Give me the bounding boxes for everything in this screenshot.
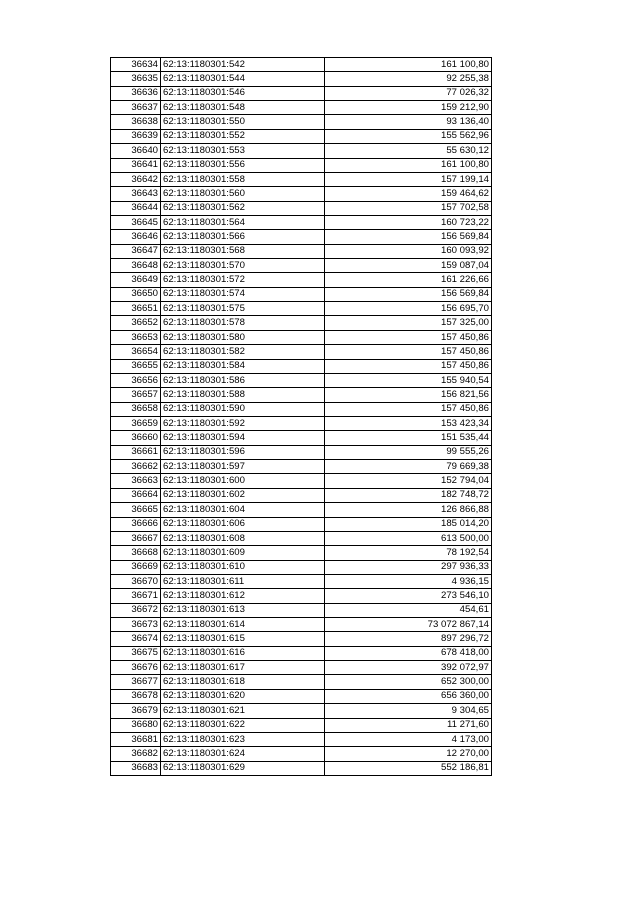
value-cell: 454,61 bbox=[325, 603, 492, 617]
cadastral-number-cell: 62:13:1180301:575 bbox=[161, 302, 325, 316]
cadastral-number-cell: 62:13:1180301:586 bbox=[161, 373, 325, 387]
cadastral-number-cell: 62:13:1180301:550 bbox=[161, 115, 325, 129]
cadastral-number-cell: 62:13:1180301:562 bbox=[161, 201, 325, 215]
row-number-cell: 36650 bbox=[111, 287, 161, 301]
table-row bbox=[111, 531, 492, 545]
table-row bbox=[111, 704, 492, 718]
row-number-cell: 36666 bbox=[111, 517, 161, 531]
row-number-cell: 36653 bbox=[111, 330, 161, 344]
table-row bbox=[111, 115, 492, 129]
cadastral-number-cell: 62:13:1180301:553 bbox=[161, 144, 325, 158]
row-number-cell: 36683 bbox=[111, 761, 161, 775]
cadastral-number-cell: 62:13:1180301:594 bbox=[161, 431, 325, 445]
value-cell: 157 325,00 bbox=[325, 316, 492, 330]
row-number-cell: 36645 bbox=[111, 215, 161, 229]
row-number-cell: 36674 bbox=[111, 632, 161, 646]
table-row bbox=[111, 359, 492, 373]
row-number-cell: 36664 bbox=[111, 488, 161, 502]
table-row bbox=[111, 158, 492, 172]
value-cell: 12 270,00 bbox=[325, 747, 492, 761]
cadastral-number-cell: 62:13:1180301:622 bbox=[161, 718, 325, 732]
table-row bbox=[111, 72, 492, 86]
table-row bbox=[111, 172, 492, 186]
table-row bbox=[111, 215, 492, 229]
value-cell: 613 500,00 bbox=[325, 531, 492, 545]
table-row bbox=[111, 187, 492, 201]
row-number-cell: 36681 bbox=[111, 732, 161, 746]
value-cell: 78 192,54 bbox=[325, 546, 492, 560]
row-number-cell: 36654 bbox=[111, 345, 161, 359]
row-number-cell: 36672 bbox=[111, 603, 161, 617]
cadastral-number-cell: 62:13:1180301:610 bbox=[161, 560, 325, 574]
table-row bbox=[111, 302, 492, 316]
value-cell: 185 014,20 bbox=[325, 517, 492, 531]
row-number-cell: 36659 bbox=[111, 416, 161, 430]
row-number-cell: 36647 bbox=[111, 244, 161, 258]
table-row bbox=[111, 416, 492, 430]
table-row bbox=[111, 316, 492, 330]
table-row bbox=[111, 689, 492, 703]
row-number-cell: 36644 bbox=[111, 201, 161, 215]
value-cell: 897 296,72 bbox=[325, 632, 492, 646]
value-cell: 156 695,70 bbox=[325, 302, 492, 316]
row-number-cell: 36656 bbox=[111, 373, 161, 387]
cadastral-number-cell: 62:13:1180301:621 bbox=[161, 704, 325, 718]
cadastral-number-cell: 62:13:1180301:623 bbox=[161, 732, 325, 746]
cadastral-number-cell: 62:13:1180301:602 bbox=[161, 488, 325, 502]
cadastral-number-cell: 62:13:1180301:604 bbox=[161, 503, 325, 517]
row-number-cell: 36662 bbox=[111, 460, 161, 474]
cadastral-number-cell: 62:13:1180301:546 bbox=[161, 86, 325, 100]
value-cell: 161 226,66 bbox=[325, 273, 492, 287]
table-row bbox=[111, 675, 492, 689]
row-number-cell: 36657 bbox=[111, 388, 161, 402]
value-cell: 160 723,22 bbox=[325, 215, 492, 229]
cadastral-number-cell: 62:13:1180301:615 bbox=[161, 632, 325, 646]
row-number-cell: 36675 bbox=[111, 646, 161, 660]
cadastral-number-cell: 62:13:1180301:614 bbox=[161, 618, 325, 632]
row-number-cell: 36646 bbox=[111, 230, 161, 244]
row-number-cell: 36671 bbox=[111, 589, 161, 603]
value-cell: 159 212,90 bbox=[325, 101, 492, 115]
table-row bbox=[111, 201, 492, 215]
row-number-cell: 36635 bbox=[111, 72, 161, 86]
value-cell: 126 866,88 bbox=[325, 503, 492, 517]
table-row bbox=[111, 129, 492, 143]
value-cell: 182 748,72 bbox=[325, 488, 492, 502]
row-number-cell: 36638 bbox=[111, 115, 161, 129]
table-row bbox=[111, 618, 492, 632]
value-cell: 157 450,86 bbox=[325, 402, 492, 416]
value-cell: 392 072,97 bbox=[325, 661, 492, 675]
cadastral-number-cell: 62:13:1180301:548 bbox=[161, 101, 325, 115]
row-number-cell: 36682 bbox=[111, 747, 161, 761]
table-row bbox=[111, 718, 492, 732]
row-number-cell: 36678 bbox=[111, 689, 161, 703]
row-number-cell: 36667 bbox=[111, 531, 161, 545]
table-row bbox=[111, 402, 492, 416]
cadastral-number-cell: 62:13:1180301:564 bbox=[161, 215, 325, 229]
cadastral-number-cell: 62:13:1180301:596 bbox=[161, 445, 325, 459]
row-number-cell: 36665 bbox=[111, 503, 161, 517]
cadastral-value-table bbox=[110, 57, 492, 776]
cadastral-number-cell: 62:13:1180301:552 bbox=[161, 129, 325, 143]
row-number-cell: 36642 bbox=[111, 172, 161, 186]
cadastral-number-cell: 62:13:1180301:609 bbox=[161, 546, 325, 560]
cadastral-number-cell: 62:13:1180301:578 bbox=[161, 316, 325, 330]
value-cell: 79 669,38 bbox=[325, 460, 492, 474]
value-cell: 151 535,44 bbox=[325, 431, 492, 445]
value-cell: 297 936,33 bbox=[325, 560, 492, 574]
value-cell: 273 546,10 bbox=[325, 589, 492, 603]
cadastral-number-cell: 62:13:1180301:574 bbox=[161, 287, 325, 301]
value-cell: 160 093,92 bbox=[325, 244, 492, 258]
row-number-cell: 36668 bbox=[111, 546, 161, 560]
value-cell: 157 450,86 bbox=[325, 345, 492, 359]
row-number-cell: 36677 bbox=[111, 675, 161, 689]
table-row bbox=[111, 747, 492, 761]
value-cell: 157 702,58 bbox=[325, 201, 492, 215]
row-number-cell: 36673 bbox=[111, 618, 161, 632]
table-row bbox=[111, 445, 492, 459]
table-body bbox=[111, 58, 492, 776]
value-cell: 159 087,04 bbox=[325, 259, 492, 273]
cadastral-number-cell: 62:13:1180301:616 bbox=[161, 646, 325, 660]
row-number-cell: 36661 bbox=[111, 445, 161, 459]
row-number-cell: 36679 bbox=[111, 704, 161, 718]
row-number-cell: 36660 bbox=[111, 431, 161, 445]
value-cell: 93 136,40 bbox=[325, 115, 492, 129]
table-row bbox=[111, 345, 492, 359]
table-row bbox=[111, 86, 492, 100]
cadastral-number-cell: 62:13:1180301:592 bbox=[161, 416, 325, 430]
cadastral-number-cell: 62:13:1180301:608 bbox=[161, 531, 325, 545]
table-row bbox=[111, 287, 492, 301]
table-row bbox=[111, 589, 492, 603]
value-cell: 652 300,00 bbox=[325, 675, 492, 689]
cadastral-number-cell: 62:13:1180301:629 bbox=[161, 761, 325, 775]
value-cell: 552 186,81 bbox=[325, 761, 492, 775]
row-number-cell: 36640 bbox=[111, 144, 161, 158]
cadastral-number-cell: 62:13:1180301:566 bbox=[161, 230, 325, 244]
table-row bbox=[111, 603, 492, 617]
value-cell: 77 026,32 bbox=[325, 86, 492, 100]
value-cell: 159 464,62 bbox=[325, 187, 492, 201]
cadastral-number-cell: 62:13:1180301:606 bbox=[161, 517, 325, 531]
table-row bbox=[111, 101, 492, 115]
row-number-cell: 36669 bbox=[111, 560, 161, 574]
value-cell: 155 940,54 bbox=[325, 373, 492, 387]
row-number-cell: 36663 bbox=[111, 474, 161, 488]
cadastral-number-cell: 62:13:1180301:624 bbox=[161, 747, 325, 761]
value-cell: 73 072 867,14 bbox=[325, 618, 492, 632]
value-cell: 153 423,34 bbox=[325, 416, 492, 430]
table-row bbox=[111, 431, 492, 445]
table-row bbox=[111, 244, 492, 258]
cadastral-number-cell: 62:13:1180301:612 bbox=[161, 589, 325, 603]
value-cell: 155 562,96 bbox=[325, 129, 492, 143]
value-cell: 11 271,60 bbox=[325, 718, 492, 732]
value-cell: 156 821,56 bbox=[325, 388, 492, 402]
value-cell: 99 555,26 bbox=[325, 445, 492, 459]
table-row bbox=[111, 388, 492, 402]
table-row bbox=[111, 230, 492, 244]
value-cell: 157 450,86 bbox=[325, 330, 492, 344]
table-row bbox=[111, 259, 492, 273]
table-row bbox=[111, 732, 492, 746]
table-row bbox=[111, 632, 492, 646]
cadastral-number-cell: 62:13:1180301:590 bbox=[161, 402, 325, 416]
value-cell: 9 304,65 bbox=[325, 704, 492, 718]
table-row bbox=[111, 58, 492, 72]
cadastral-number-cell: 62:13:1180301:618 bbox=[161, 675, 325, 689]
value-cell: 157 199,14 bbox=[325, 172, 492, 186]
row-number-cell: 36670 bbox=[111, 574, 161, 588]
table-row bbox=[111, 761, 492, 775]
value-cell: 152 794,04 bbox=[325, 474, 492, 488]
row-number-cell: 36643 bbox=[111, 187, 161, 201]
cadastral-number-cell: 62:13:1180301:572 bbox=[161, 273, 325, 287]
cadastral-number-cell: 62:13:1180301:597 bbox=[161, 460, 325, 474]
row-number-cell: 36680 bbox=[111, 718, 161, 732]
cadastral-number-cell: 62:13:1180301:620 bbox=[161, 689, 325, 703]
value-cell: 92 255,38 bbox=[325, 72, 492, 86]
value-cell: 678 418,00 bbox=[325, 646, 492, 660]
cadastral-number-cell: 62:13:1180301:600 bbox=[161, 474, 325, 488]
cadastral-number-cell: 62:13:1180301:570 bbox=[161, 259, 325, 273]
row-number-cell: 36636 bbox=[111, 86, 161, 100]
value-cell: 156 569,84 bbox=[325, 287, 492, 301]
table-row bbox=[111, 503, 492, 517]
row-number-cell: 36639 bbox=[111, 129, 161, 143]
cadastral-number-cell: 62:13:1180301:558 bbox=[161, 172, 325, 186]
table-row bbox=[111, 574, 492, 588]
table-row bbox=[111, 144, 492, 158]
cadastral-number-cell: 62:13:1180301:613 bbox=[161, 603, 325, 617]
row-number-cell: 36641 bbox=[111, 158, 161, 172]
row-number-cell: 36648 bbox=[111, 259, 161, 273]
value-cell: 161 100,80 bbox=[325, 158, 492, 172]
row-number-cell: 36676 bbox=[111, 661, 161, 675]
row-number-cell: 36652 bbox=[111, 316, 161, 330]
cadastral-number-cell: 62:13:1180301:568 bbox=[161, 244, 325, 258]
cadastral-number-cell: 62:13:1180301:544 bbox=[161, 72, 325, 86]
value-cell: 55 630,12 bbox=[325, 144, 492, 158]
table-row bbox=[111, 546, 492, 560]
row-number-cell: 36649 bbox=[111, 273, 161, 287]
value-cell: 156 569,84 bbox=[325, 230, 492, 244]
table-row bbox=[111, 273, 492, 287]
table-row bbox=[111, 373, 492, 387]
table-row bbox=[111, 488, 492, 502]
row-number-cell: 36637 bbox=[111, 101, 161, 115]
row-number-cell: 36634 bbox=[111, 58, 161, 72]
table-row bbox=[111, 330, 492, 344]
cadastral-number-cell: 62:13:1180301:580 bbox=[161, 330, 325, 344]
cadastral-number-cell: 62:13:1180301:542 bbox=[161, 58, 325, 72]
value-cell: 157 450,86 bbox=[325, 359, 492, 373]
table-row bbox=[111, 460, 492, 474]
value-cell: 161 100,80 bbox=[325, 58, 492, 72]
cadastral-number-cell: 62:13:1180301:582 bbox=[161, 345, 325, 359]
table-row bbox=[111, 560, 492, 574]
value-cell: 4 936,15 bbox=[325, 574, 492, 588]
row-number-cell: 36655 bbox=[111, 359, 161, 373]
cadastral-number-cell: 62:13:1180301:617 bbox=[161, 661, 325, 675]
row-number-cell: 36651 bbox=[111, 302, 161, 316]
table-row bbox=[111, 661, 492, 675]
cadastral-number-cell: 62:13:1180301:556 bbox=[161, 158, 325, 172]
table-row bbox=[111, 517, 492, 531]
table-row bbox=[111, 646, 492, 660]
table-row bbox=[111, 474, 492, 488]
row-number-cell: 36658 bbox=[111, 402, 161, 416]
value-cell: 4 173,00 bbox=[325, 732, 492, 746]
value-cell: 656 360,00 bbox=[325, 689, 492, 703]
cadastral-number-cell: 62:13:1180301:611 bbox=[161, 574, 325, 588]
cadastral-number-cell: 62:13:1180301:588 bbox=[161, 388, 325, 402]
cadastral-number-cell: 62:13:1180301:560 bbox=[161, 187, 325, 201]
cadastral-number-cell: 62:13:1180301:584 bbox=[161, 359, 325, 373]
